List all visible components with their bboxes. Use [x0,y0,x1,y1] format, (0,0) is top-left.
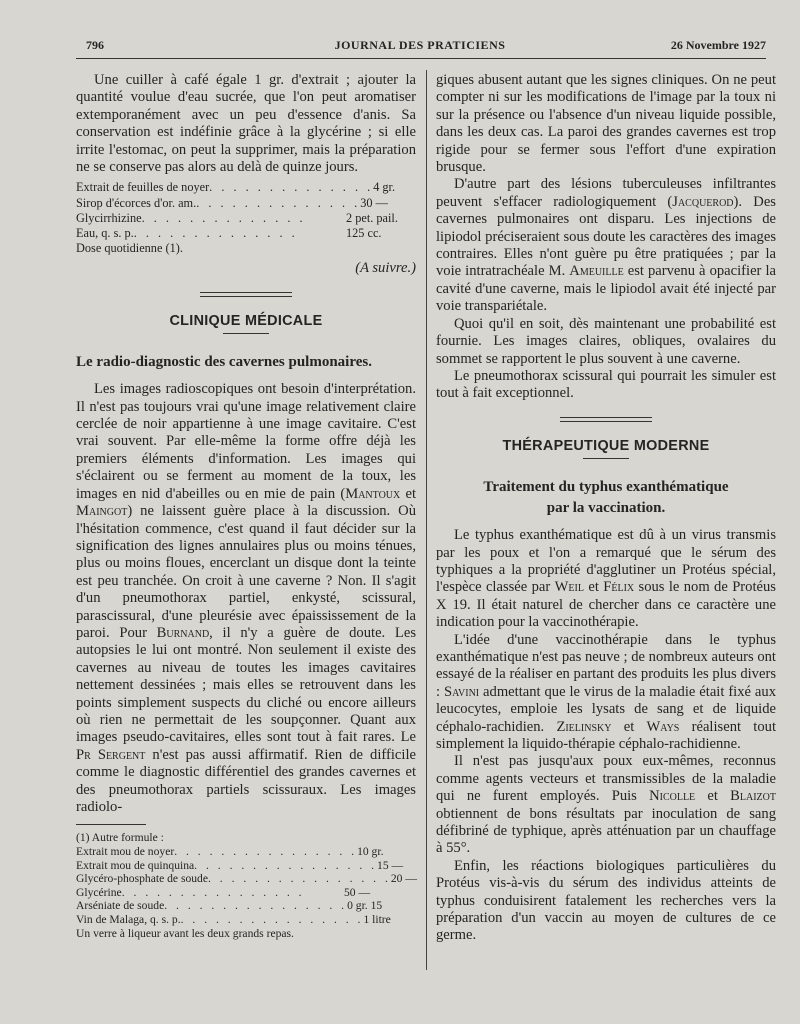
footnote-row: Vin de Malaga, q. s. p. . . . . . . . . . . . . . . . . 1 litre [76,912,391,926]
author-name: Savini [443,683,480,700]
article-title: Le radio-diagnostic des cavernes pulmonaires. [76,354,372,371]
quantity: 30 — [360,195,388,210]
author-name: Blaizot [730,788,776,805]
recipe-row: Glycirrhizine . . . . . . . . . . . . . . 2 pet. pail. [76,211,416,226]
ingredient: Eau, q. s. p. [76,226,134,241]
journal-title: JOURNAL DES PRATICIENS [334,38,506,52]
daily-dose: Dose quotidienne (1). [76,241,183,256]
paragraph: Il n'est pas jusqu'aux poux eux-mêmes, reconnus comme agents vecteurs et transmissibles de la maladie qui ne furent employés. Puis Nicolle et Blaizot obtiennent de bons résultats par inoculation de sang défibriné de typhique, après atténuation par un chauffage à 55°. [436,753,776,857]
author-name: Félix [603,579,635,596]
page-number: 796 [86,38,104,52]
quantity: 125 cc. [346,226,382,241]
intro-paragraph: Une cuiller à café égale 1 gr. d'extrait ; ajouter la quantité voulue d'eau sucrée, que l'on peut aromatiser extemporanément avec un peu d'essence d'anis. Sa conservation est indéfinie grâce à la glycérine ; si elle irrite l'estomac, on peut la supprimer, mais la préparation ne se conserve pas alors au delà de quinze jours. [76,72,416,176]
author-name: Zielinsky [556,718,612,735]
footnote-row: Glycéro-phosphate de soude . . . . . . . . . . . . . . . . 20 — [76,872,417,886]
paragraph: Le pneumothorax scissural qui pourrait les simuler est tout à fait exceptionnel. [436,367,776,402]
paragraph: Quoi qu'il en soit, dès maintenant une probabilité est fournie. Les images claires, obliques, ovalaires du sommet se rapportent le plus souvent à une caverne. [436,315,776,367]
issue-date: 26 Novembre 1927 [670,38,766,52]
footnote-usage: Un verre à liqueur avant les deux grands repas. [76,926,294,940]
footnote-title: (1) Autre formule : [76,831,164,845]
running-header [74,38,766,56]
quantity: 4 gr. [373,180,396,195]
author-name: Ways [646,718,680,735]
author-name: Mantoux [345,485,401,502]
author-name: Pr Sergent [76,746,146,763]
paragraph: Le typhus exanthématique est dû à un virus transmis par les poux et l'on a remarqué que le sérum des typhiques a la propriété d'agglutiner un Protéus spécial, l'espèce classée par Weil et Félix sous le nom de Protéus X 19. Il était naturel de chercher dans ce caractère une indication pour la vaccinothérapie. [436,527,776,631]
left-column [76,72,416,940]
paragraph: Enfin, les réactions biologiques particulières du Protéus vis-à-vis du sérum des individus atteints de typhus conduisirent fatalement les recherches vers la préparation d'un vaccin au moyen de cultures de ce germe. [436,857,776,944]
paragraph: L'idée d'une vaccinothérapie dans le typhus exanthématique n'est pas neuve ; de nombreux auteurs ont essayé de la réaliser en partant des produits les plus divers : Savini admettant que le virus de la maladie était fixé aux leucocytes, emploie les lysats de sang et de liquide céphalo-rachidien. Zielinsky et Ways réalisent tout simplement la liquido-thérapie céphalo-rachidienne. [436,631,777,752]
paragraph: D'autre part des lésions tuberculeuses infiltrantes peuvent s'effacer radiologiquement (Jacquerod). Des cavernes pulmonaires ont disparu. Les injections de lipiodol préciseraient sous doute les caractères des images contraires. Elles n'ont guère pu être pratiquées ; par la voie intratrachéale M. Ameuille est parvenu à opacifier la cavité d'une caverne, mais le lipiodol avait été injecté par voie transpariétale. [436,176,776,315]
ingredient: Sirop d'écorces d'or. am. [76,195,197,210]
article-body: Les images radioscopiques ont besoin d'interprétation. Il n'est pas toujours vrai qu'une image relativement claire cerclée de noir appartienne à une image cavitaire. C'est vrai souvent. Par elle-même la forme offre déjà les premiers éléments d'information. Les images qui s'éclairent ou se ferment au moment de la toux, les images en nid d'abeilles ou en mie de pain (Mantoux et Maingot) ne laissent guère place à la discussion. Où l'hésitation commence, c'est quand il faut décider sur la signification des lignes annulaires plus ou moins ténues, plus ou moins floues, encerclant un disque dont la teinte est peu tranchée. On croit à une caverne ? Non. Il s'agit d'un pneumothorax partiel, enkysté, scissural, parascissural, d'une pleurésie avec épaississement de la paroi. Pour Burnand, il n'y a guère de doute. Les autopsies le lui ont montré. Non seulement il existe des cavernes au niveau de toutes les images cavitaires nettement dessinées ; mais elles se retrouvent dans les points simplement suspects du cliché ou encore ailleurs où rien ne permettait de les soupçonner. Quant aux images pseudo-cavitaires, elles sont tout à fait rares. Le Pr Sergent n'est pas aussi affirmatif. Rien de difficile comme le diagnostic différentiel des grandes cavernes et des pneumothorax partiels scissuraux. Les images radiolo- [76,381,416,816]
ingredient: Glycirrhizine [76,210,142,225]
paragraph: giques abusent autant que les signes cliniques. On ne peut compter ni sur les modifications de l'image par la toux ni sur la présence ou l'absence d'un niveau liquide possible, dans les deux cas. La paroi des grandes cavernes est trop rigide pour se fermer sous l'effort d'une expiration brusque. [436,72,776,176]
author-name: Maingot [76,503,128,520]
recipe-row: Extrait de feuilles de noyer . . . . . . . . . . . . . . 4 gr. [76,180,416,195]
right-column [436,72,776,945]
author-name: Ameuille [569,263,624,280]
article-title: Traitement du typhus exanthématique par la vaccination. [483,479,729,517]
recipe-row: Sirop d'écorces d'or. am. . . . . . . . . . . . . . . 30 — [76,196,416,211]
section-heading: CLINIQUE MÉDICALE [169,312,323,329]
to-be-continued: (A suivre.) [355,260,416,277]
recipe-list [76,180,416,256]
footnote-row: Arséniate de soude . . . . . . . . . . . . . . . . 0 gr. 15 [76,899,383,913]
author-name: Burnand [156,624,210,641]
footnote [76,831,416,940]
footnote-rule [76,824,146,825]
author-name: Jacquerod [672,193,734,210]
quantity: 2 pet. pail. [346,210,398,225]
author-name: Nicolle [649,788,696,805]
section-heading: THÉRAPEUTIQUE MODERNE [502,437,710,454]
footnote-row: Extrait mou de noyer . . . . . . . . . . . . . . . . 10 gr. [76,845,384,859]
author-name: Weil [554,579,584,596]
footnote-row: Glycérine . . . . . . . . . . . . . . . . 50 — [76,885,371,899]
footnote-row: Extrait mou de quinquina . . . . . . . . . . . . . . . . 15 — [76,858,404,872]
ingredient: Extrait de feuilles de noyer [76,180,210,195]
header-rule [76,58,766,59]
recipe-row: Eau, q. s. p. . . . . . . . . . . . . . . 125 cc. [76,226,416,241]
